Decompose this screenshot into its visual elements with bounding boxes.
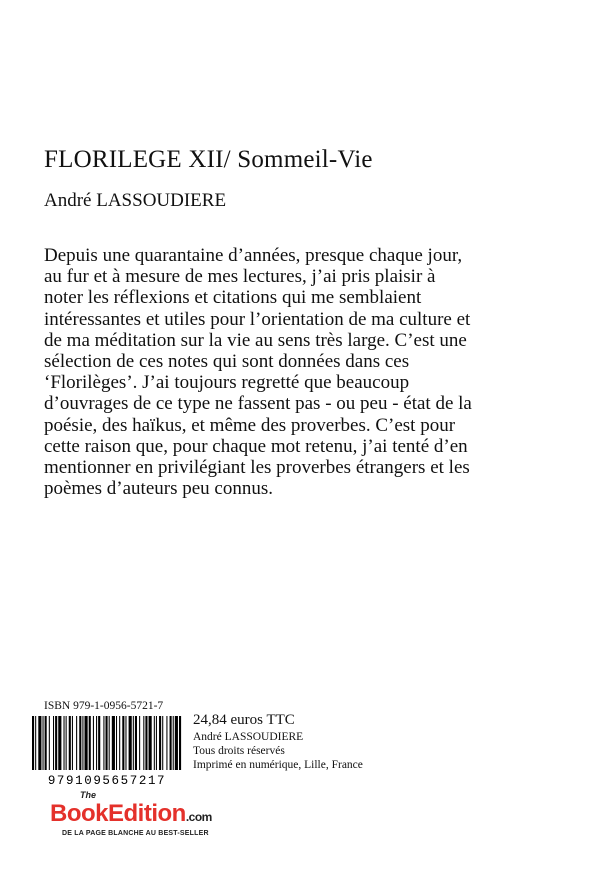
barcode-bar xyxy=(109,716,110,770)
barcode-bar xyxy=(119,716,120,770)
blurb-text: Depuis une quarantaine d’années, presque chaque jour, au fur et à mesure de mes lectures, j’ai pris plaisir à noter les réflexions et citations qui me semblaient intéressantes et utiles pour l’orientation de ma culture et de ma méditation sur la vie au sens très large. C’est une sélection de ces notes qui sont données dans ces ‘Florilèges’. J’ai toujours regretté que beaucoup d’ouvrages de ce type ne fassent pas - ou peu - état de la poésie, des haïkus, et même des proverbes. C’est pour cette raison que, pour chaque mot retenu, j’ai tenté d’en mentionner en privilégiant les proverbes étrangers et les poèmes d’auteurs peu connus. xyxy=(44,245,472,500)
barcode-bar xyxy=(139,716,140,770)
barcode-bar xyxy=(85,716,88,770)
barcode-bar xyxy=(156,716,157,770)
barcode-bar xyxy=(149,716,152,770)
barcode-bar xyxy=(89,716,91,770)
book-author: André LASSOUDIERE xyxy=(44,190,227,211)
barcode-bar xyxy=(133,716,134,770)
barcode-bar xyxy=(55,716,57,770)
barcode-bar xyxy=(96,716,97,770)
barcode-bar xyxy=(72,716,73,770)
barcode-bar xyxy=(69,716,71,770)
barcode-bar xyxy=(98,716,100,770)
logo-tagline: DE LA PAGE BLANCHE AU BEST-SELLER xyxy=(62,830,209,837)
price: 24,84 euros TTC xyxy=(193,712,295,728)
barcode-bar xyxy=(125,716,126,770)
barcode-bar xyxy=(173,716,174,770)
bookedition-logo xyxy=(50,790,250,837)
barcode-bar xyxy=(106,716,108,770)
barcode-bar xyxy=(154,716,155,770)
logo-the: The xyxy=(80,790,97,800)
info-printed: Imprimé en numérique, Lille, France xyxy=(193,759,363,771)
barcode-bar xyxy=(38,716,41,770)
logo-wordmark xyxy=(50,800,250,828)
barcode-bar xyxy=(170,716,172,770)
barcode-bar xyxy=(135,716,137,770)
barcode-bar xyxy=(116,716,117,770)
back-cover-blurb xyxy=(44,245,474,499)
barcode-bar xyxy=(43,716,44,770)
barcode-bar xyxy=(58,716,61,770)
barcode-bar xyxy=(76,716,77,770)
barcode-bar xyxy=(93,716,94,770)
barcode-bar xyxy=(49,716,50,770)
barcode-digits: 9791095657217 xyxy=(47,774,167,786)
info-author: André LASSOUDIERE xyxy=(193,731,304,743)
barcode-bar xyxy=(162,716,163,770)
barcode-bar xyxy=(112,716,115,770)
isbn-label: ISBN 979-1-0956-5721-7 xyxy=(44,700,164,712)
barcode-bar xyxy=(166,716,167,770)
barcode-bar xyxy=(82,716,83,770)
barcode-bar xyxy=(64,716,65,770)
logo-brand: BookEdition xyxy=(50,800,186,827)
barcode-bar xyxy=(179,716,181,770)
barcode-bar xyxy=(103,716,104,770)
barcode-bar xyxy=(35,716,36,770)
publisher-info xyxy=(193,730,363,772)
info-rights: Tous droits réservés xyxy=(193,745,285,757)
barcode-bar xyxy=(32,716,34,770)
barcode-bar xyxy=(145,716,147,770)
barcode-bar xyxy=(53,716,54,770)
barcode-bar xyxy=(143,716,144,770)
barcode-bar xyxy=(159,716,161,770)
barcode-bar xyxy=(79,716,81,770)
barcode-bar xyxy=(66,716,67,770)
book-title: FLORILEGE XII/ Sommeil-Vie xyxy=(44,146,373,173)
barcode-bar xyxy=(122,716,124,770)
isbn-barcode xyxy=(30,716,185,786)
barcode-bar xyxy=(129,716,132,770)
barcode-bar xyxy=(45,716,47,770)
barcode-bar xyxy=(175,716,178,770)
logo-domain: .com xyxy=(185,810,212,824)
